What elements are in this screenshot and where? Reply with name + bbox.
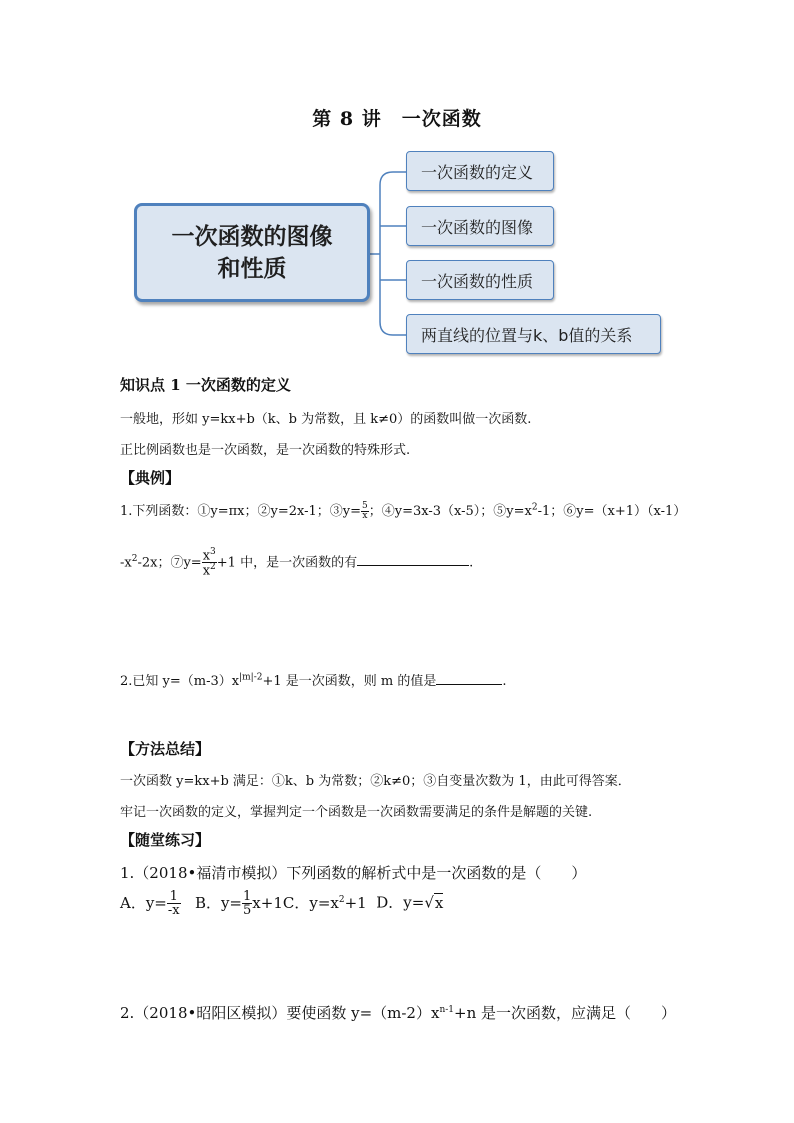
practice-question-2: 2.（2018•昭阳区模拟）要使函数 $y=(m-2)x^{n-1}+n$ 是一次函数，应满足（ ） (120, 1004, 677, 1022)
example-question-1-line2: $-x^2-2x$；⑦y= $\frac{x^3}{x^2}$ +1 中，是一次函数的有 . (120, 547, 474, 579)
option-a: A．y= $\frac{1}{-x}$ (120, 889, 180, 918)
example-question-2: 2.已知 $y=(m-3)x^{|m|-2}+1$ 是一次函数，则 m 的值是 . (120, 670, 507, 689)
page-title: 第 8 讲 一次函数 (312, 108, 482, 130)
mindmap-branch-label: 一次函数的性质 (421, 271, 534, 291)
option-b: B．y= $\frac{1}{5}$ x+1 (194, 889, 283, 918)
method-text-1: 一次函数 y=kx+b 满足：①k、b 为常数；②k≠0；③自变量次数为 1，由此可得答案． (120, 774, 631, 789)
answer-blank (436, 670, 502, 685)
practice-question-1-options (120, 890, 443, 917)
mindmap-branch-label: 两直线的位置与k、b值的关系 (421, 325, 633, 345)
definition-note: 正比例函数也是一次函数，是一次函数的特殊形式. (120, 443, 411, 458)
fraction: $\frac{x^3}{x^2}$ (202, 547, 216, 579)
answer-blank (357, 551, 469, 566)
practice-label: 【随堂练习】 (120, 831, 211, 849)
mindmap-central-line2: 和性质 (217, 255, 287, 282)
mindmap-branch-graph (406, 206, 554, 246)
option-c: C．$y=x^2+1$ (282, 893, 367, 912)
section-heading: 知识点 1 一次函数的定义 (120, 376, 291, 394)
practice-question-1: 1.（2018•福清市模拟）下列函数的解析式中是一次函数的是（ ） (120, 864, 587, 882)
fraction: $\frac{1}{5}$ (243, 889, 252, 918)
fraction: $\frac{1}{-x}$ (167, 889, 180, 918)
mindmap-central-line1: 一次函数的图像 (171, 223, 333, 250)
method-text-2: 牢记一次函数的定义，掌握判定一个函数是一次函数需要满足的条件是解题的关键. (120, 805, 593, 820)
example-question-1-line1: 1.下列函数：①y=πx；②y=2x-1；③y= $\frac{5}{x}$ ；④y=3x-3（x-5）；$⑤y=x^2-1$；⑥y=（x+1）（x-1） (120, 501, 687, 521)
mindmap-central-node (134, 203, 370, 302)
mindmap-branch-label: 一次函数的定义 (421, 162, 534, 182)
mindmap-branch-label: 一次函数的图像 (421, 217, 534, 237)
mindmap-branch-definition (406, 151, 554, 191)
sqrt-symbol: √ (424, 893, 434, 912)
example-label: 【典例】 (120, 469, 181, 487)
method-label: 【方法总结】 (120, 740, 211, 758)
mindmap-branch-lines (406, 314, 661, 354)
mindmap-connectors (0, 0, 794, 400)
definition-text: 一般地，形如 y=kx+b（k、b 为常数，且 k≠0）的函数叫做一次函数. (120, 412, 532, 427)
mindmap-branch-properties (406, 260, 554, 300)
fraction: $\frac{5}{x}$ (362, 501, 368, 521)
option-d: D．y=√x (376, 893, 444, 912)
